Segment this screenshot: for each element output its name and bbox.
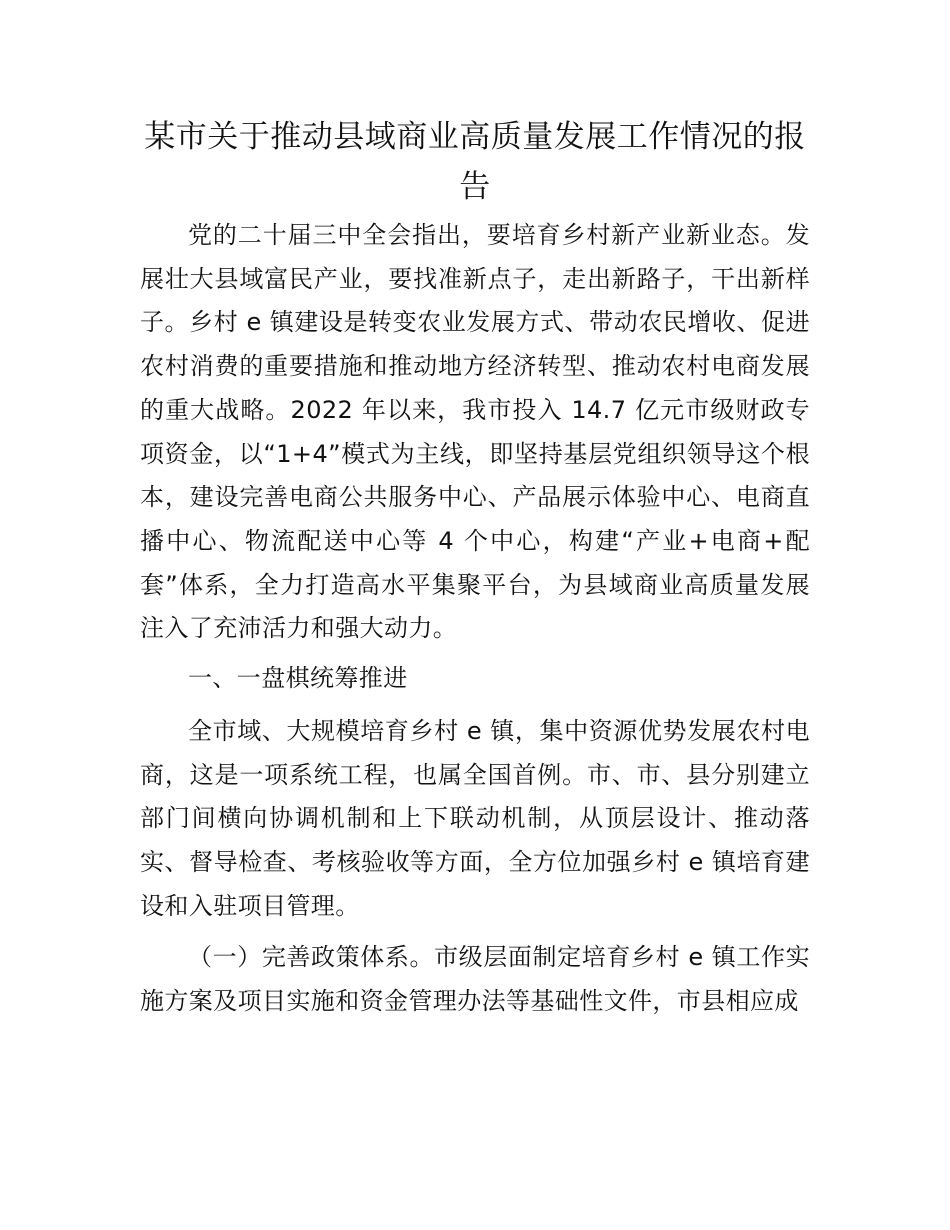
paragraph-policy-system: （一）完善政策体系。市级层面制定培育乡村 e 镇工作实施方案及项目实施和资金管理办法等基础性文件，市县相应成 (140, 943, 810, 1015)
document-title: 某市关于推动县域商业高质量发展工作情况的报告 (144, 119, 806, 205)
paragraph-section-1: 全市域、大规模培育乡村 e 镇，集中资源优势发展农村电商，这是一项系统工程，也属全国首例。市、市、县分别建立部门间横向协调机制和上下联动机制，从顶层设计、推动落实、督导检查、考核验收等方面，全方位加强乡村 e 镇培育建设和入驻项目管理。 (140, 717, 810, 920)
section-heading-1: 一、一盘棋统筹推进 (188, 664, 408, 692)
paragraph-intro: 党的二十届三中全会指出，要培育乡村新产业新业态。发展壮大县域富民产业，要找准新点子，走出新路子，干出新样子。乡村 e 镇建设是转变农业发展方式、带动农民增收、促进农村消费的重要措施和推动地方经济转型、推动农村电商发展的重大战略。2022 年以来，我市投入 14.7 亿元市级财政专项资金，以“1+4”模式为主线，即坚持基层党组织领导这个根本，建设完善电商公共服务中心、产品展示体验中心、电商直播中心、物流配送中心等 4 个中心，构建“产业+电商+配套”体系，全力打造高水平集聚平台，为县域商业高质量发展注入了充沛活力和强大动力。 (140, 221, 810, 643)
